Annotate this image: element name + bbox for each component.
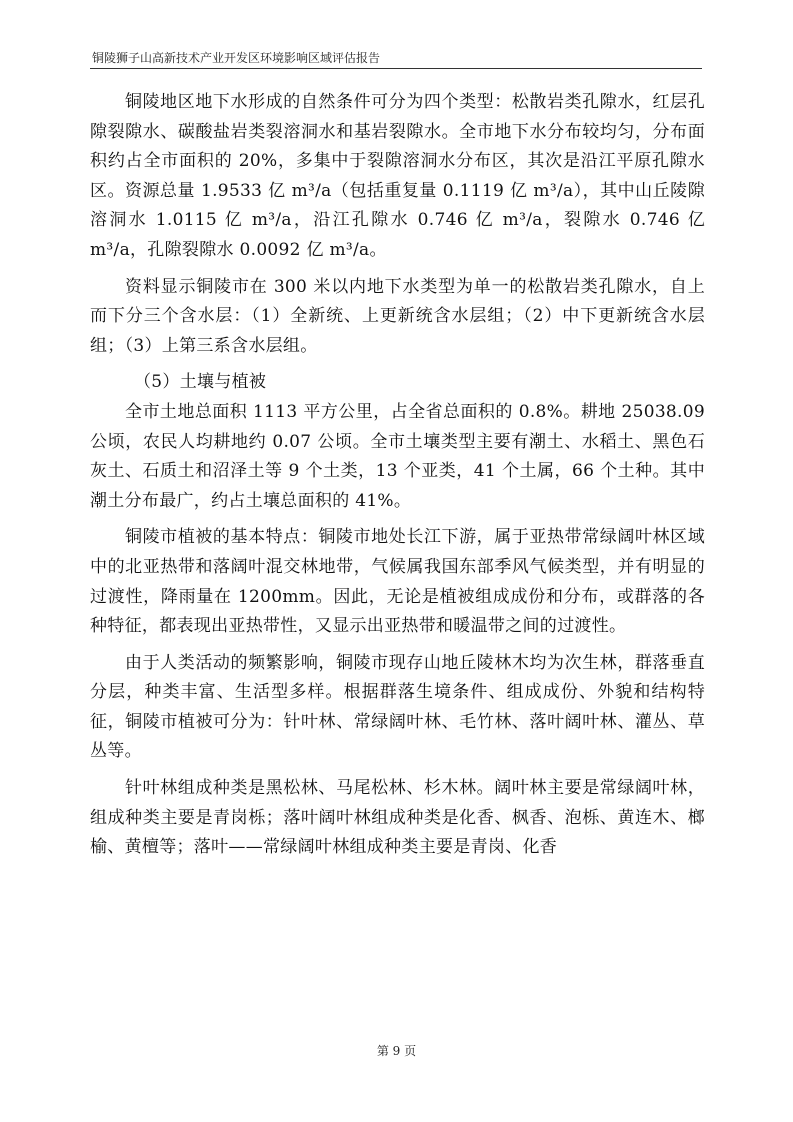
paragraph-forest-species: 针叶林组成种类是黑松林、马尾松林、杉木林。阔叶林主要是常绿阔叶林，组成种类主要是青岗栎；落叶阔叶林组成种类是化香、枫香、泡栎、黄连木、榔榆、黄檀等；落叶——常绿阔叶林组成种类主要是青岗、化香: [90, 778, 705, 858]
document-body: [90, 88, 705, 863]
paragraph-secondary-forest: 由于人类活动的频繁影响，铜陵市现存山地丘陵林木均为次生林，群落垂直分层，种类丰富、生活型多样。根据群落生境条件、组成成份、外貌和结构特征，铜陵市植被可分为：针叶林、常绿阔叶林、毛竹林、落叶阔叶林、灌丛、草丛等。: [90, 652, 705, 762]
header-divider: [90, 68, 702, 69]
paragraph-groundwater-types: 铜陵地区地下水形成的自然条件可分为四个类型：松散岩类孔隙水，红层孔隙裂隙水、碳酸盐岩类裂溶洞水和基岩裂隙水。全市地下水分布较均匀，分布面积约占全市面积的 20%，多集中于裂隙溶洞水分布区，其次是沿江平原孔隙水区。资源总量 1.9533 亿 m³/a（包括重复量 0.1119 亿 m³/a），其中山丘陵隙溶洞水 1.0115 亿 m³/a，沿江孔隙水 0.746 亿 m³/a，裂隙水 0.746 亿 m³/a，孔隙裂隙水 0.0092 亿 m³/a。: [90, 92, 705, 260]
section-heading-soil-vegetation: （5）土壤与植被: [134, 372, 267, 393]
page-number: 第 9 页: [376, 1044, 417, 1058]
running-header: 铜陵狮子山高新技术产业开发区环境影响区域评估报告: [92, 51, 381, 65]
paragraph-aquifer-layers: 资料显示铜陵市在 300 米以内地下水类型为单一的松散岩类孔隙水，自上而下分三个含水层：（1）全新统、上更新统含水层组；（2）中下更新统含水层组；（3）上第三系含水层组。: [90, 276, 705, 356]
paragraph-land-soil: 全市土地总面积 1113 平方公里，占全省总面积的 0.8%。耕地 25038.09 公顷，农民人均耕地约 0.07 公顷。全市土壤类型主要有潮土、水稻土、黑色石灰土、石质土和沼泽土等 9 个土类，13 个亚类，41 个土属，66 个土种。其中潮土分布最广，约占土壤总面积的 41%。: [90, 401, 705, 511]
paragraph-vegetation-features: 铜陵市植被的基本特点：铜陵市地处长江下游，属于亚热带常绿阔叶林区域中的北亚热带和落阔叶混交林地带，气候属我国东部季风气候类型，并有明显的过渡性，降雨量在 1200mm。因此，无论是植被组成成份和分布，或群落的各种特征，都表现出亚热带性，又显示出亚热带和暖温带之间的过渡性。: [90, 527, 705, 637]
